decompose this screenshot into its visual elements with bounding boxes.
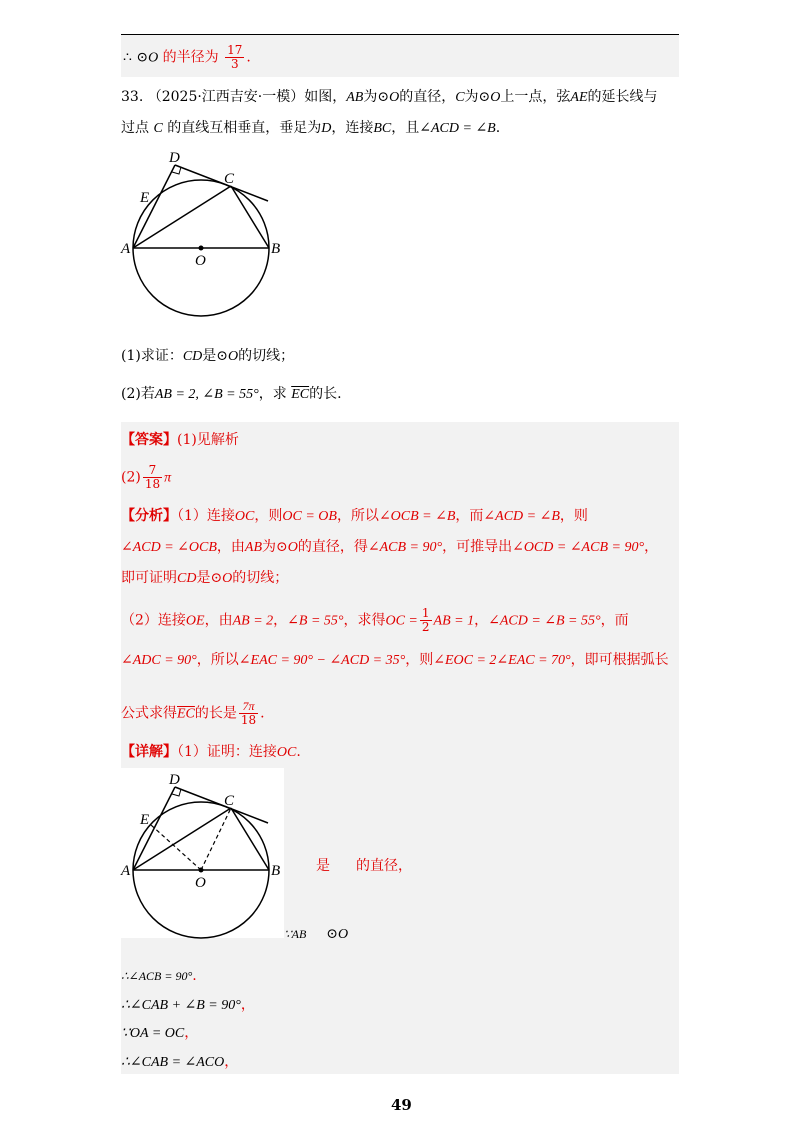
detail-step-3: ∵OA = OC， — [121, 1025, 199, 1041]
question-1: (1)求证：CD是⊙O的切线； — [121, 348, 295, 364]
label-o: O — [195, 875, 206, 891]
line-bc — [231, 808, 269, 870]
analysis-line-5: ∠ADC = 90°，所以∠EAC = 90° − ∠ACD = 35°，则∠EOC = 2∠EAC = 70°，即可根据弧长 — [121, 652, 669, 668]
detail-step-2: ∴∠CAB + ∠B = 90°， — [121, 997, 255, 1013]
answer-fraction: $\frac{7}{18}$ — [144, 463, 161, 491]
analysis-line-6: 公式求得$\overline{EC}$的长是 $\frac{7\pi}{18}$ . — [121, 699, 265, 727]
problem-line-2: 过点 C 的直线互相垂直，垂足为D，连接BC，且∠ACD = ∠B. — [121, 120, 501, 136]
line-bc — [231, 186, 269, 248]
label-b: B — [271, 863, 281, 879]
detail-line-1: 【详解】（1）证明：连接OC. — [121, 744, 301, 760]
answer-line-1: 【答案】(1)见解析 — [121, 432, 239, 448]
label-a: A — [121, 863, 131, 879]
answer-line-2: (2) $\frac{7}{18}$ π — [121, 463, 172, 491]
circle-o-symbol: ⊙O — [136, 50, 159, 66]
geometry-figure-1 — [118, 145, 288, 335]
label-d: D — [169, 150, 180, 166]
geometry-figure-2 — [118, 767, 288, 939]
label-c: C — [224, 793, 235, 809]
center-point — [199, 868, 204, 873]
analysis-tag: 【分析】 — [121, 508, 177, 524]
page-number: 49 — [391, 1096, 412, 1114]
tangent-cd — [175, 787, 268, 823]
analysis-line-2: ∠ACD = ∠OCB，由AB为⊙O的直径，得∠ACB = 90°，可推导出∠OCD = ∠ACB = 90°， — [121, 539, 659, 555]
label-c: C — [224, 171, 235, 187]
detail-because-line: ∵AB ⊙O — [284, 927, 349, 942]
half-fraction: $\frac{1}{2}$ — [421, 606, 430, 634]
detail-step-4: ∴∠CAB = ∠ACO， — [121, 1054, 239, 1070]
label-o: O — [195, 253, 206, 269]
answer-tag: 【答案】 — [121, 432, 177, 448]
tangent-cd — [175, 165, 268, 201]
center-point — [199, 246, 204, 251]
radius-fraction: $\frac{17}{3}$ — [227, 43, 243, 71]
analysis-line-4: （2）连接OE，由AB = 2，∠B = 55°，求得OC = $\frac{1}{2}$ AB = 1，∠ACD = ∠B = 55°，而 — [121, 606, 629, 634]
label-d: D — [169, 772, 180, 788]
problem-line-1: 33. （2025·江西吉安·一模）如图，AB为⊙O的直径，C为⊙O上一点，弦AE的延长线与 — [121, 89, 658, 105]
arc-ec: $\overline{EC}$ — [177, 706, 195, 722]
analysis-line-1: 【分析】（1）连接OC，则OC = OB，所以∠OCB = ∠B，而∠ACD = ∠B，则 — [121, 508, 588, 524]
label-b: B — [271, 241, 281, 257]
label-e: E — [140, 190, 150, 206]
label-a: A — [121, 241, 131, 257]
question-2: (2)若AB = 2, ∠B = 55°，求 $\overline{EC}$的长. — [121, 386, 342, 402]
arc-ec: $\overline{EC}$ — [291, 387, 310, 402]
analysis-line-3: 即可证明CD是⊙O的切线； — [121, 570, 289, 586]
label-e: E — [140, 812, 150, 828]
top-radius-line: ∴ ⊙O 的半径为 $\frac{17}{3}$ . — [123, 43, 251, 71]
detail-tag: 【详解】 — [121, 744, 177, 760]
detail-side-text: 是 的直径， — [316, 858, 412, 874]
detail-step-1: ∴∠ACB = 90°. — [121, 968, 197, 984]
arc-length-fraction: $\frac{7\pi}{18}$ — [240, 699, 257, 727]
